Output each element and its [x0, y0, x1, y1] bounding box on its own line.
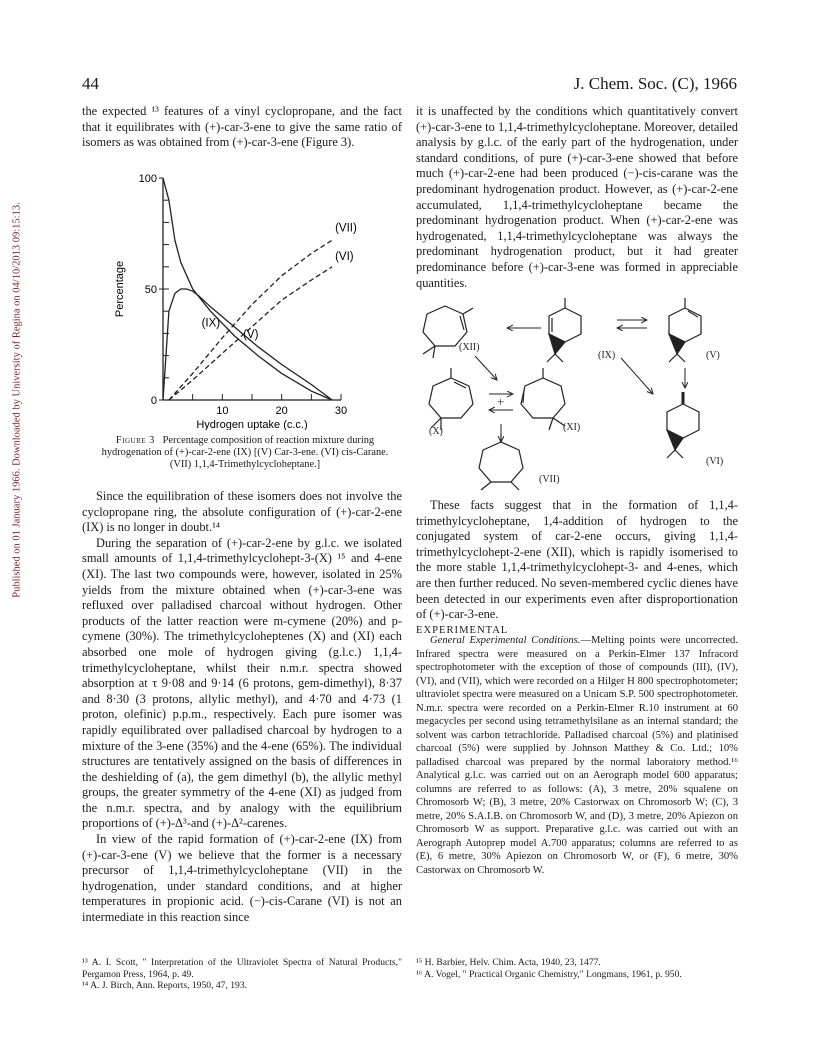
reaction-scheme [415, 296, 745, 492]
label-xi: (XI) [563, 422, 581, 433]
label-x: (X) [429, 426, 443, 437]
download-notice-text: Published on 01 January 1966. Downloaded by University of Regina on 04/10/2013 09:15:13. [11, 202, 23, 598]
general-conditions [416, 634, 738, 877]
general-conditions-paragraph [416, 634, 738, 877]
structure-v [669, 298, 701, 362]
footnote-16: ¹⁶ A. Vogel, " Practical Organic Chemistry," Longmans, 1961, p. 950. [416, 968, 682, 980]
page-number: 44 [82, 74, 99, 93]
right-intro [416, 104, 738, 291]
body-paragraph: In view of the rapid formation of (+)-car-2-ene (IX) from (+)-car-3-ene (V) we believe that the former is a necessary precursor of 1,1,4-trimethylcycloheptane (VII) in the hydrogenation, under standard conditions, and at higher temperatures in propionic acid. (−)-cis-Carane (VI) is not an intermediate in this reaction since [82, 832, 402, 925]
figure-caption [100, 435, 390, 472]
experimental-heading: EXPERIMENTAL [416, 624, 509, 636]
scheme-plus: + [497, 394, 505, 409]
right-paragraph-1: it is unaffected by the conditions which quantitatively convert (+)-car-3-ene to 1,1,4-trimethylcycloheptane. Moreover, detailed analysis by g.l.c. of the early part of the hydrogenation, under standard conditions, of pure (+)-car-3-ene showed that before much (+)-car-2-ene had been produced (−)-cis-carane was the predominant hydrogenation product. However, as (+)-car-2-ene accumulated, 1,1,4-trimethylcycloheptane became the predominant hydrogenation product. When (+)-car-2-ene was hydrogenated, 1,1,4-trimethylcycloheptane was always the predominant hydrogenation product, but it had greater predominance before (+)-car-3-ene was formed in appreciable quantities. [416, 104, 738, 290]
x-tick-label: 10 [216, 405, 229, 417]
general-conditions-text: —Melting points were uncorrected. Infrared spectra were measured on a Perkin-Elmer 137 Infracord spectrophotometer with the exception of those of compounds (III), (IV), (VI), and (VII), which were recorded on a Hilger H 800 spectrophotometer; ultraviolet spectra were measured on a Unicam S.P. 500 spectrophotometer. N.m.r. spectra were recorded on a Perkin-Elmer R.10 instrument at 60 megacycles per second using tetramethylsilane as an internal standard; the solvent was carbon tetrachloride. Palladised charcoal (5%) and platinised charcoal (5%) were supplied by Johnson Matthey & Co. Ltd.; 10% palladised charcoal was prepared by the normal laboratory method.¹⁶ Analytical g.l.c. was carried out on an Aerograph model 600 apparatus; columns are referred to as follows: (A), 3 metre, 20% squalene on Chromosorb W; (B), 3 metre, 20% Castorwax on Chromosorb W; (C), 3 metre, 20% S.A.I.B. on Chromosorb W, and (D), 3 metre, 20% Apiezon on Chromosorb W as support. Preparative g.l.c. was carried out with an Aerograph Autoprep model A.700 apparatus; columns are referred to as (E), 6 metre, 30% Apiezon on Chromosorb W, or (F), 6 metre, 30% Castorwax on Chromosorb W. [416, 635, 738, 876]
left-footnotes [82, 957, 402, 992]
structure-xi [521, 368, 565, 430]
label-xii: (XII) [459, 342, 480, 353]
x-tick-label: 20 [275, 405, 288, 417]
body-paragraph: During the separation of (+)-car-2-ene by g.l.c. we isolated small amounts of 1,1,4-trimethylcyclohept-3-(X) ¹⁵ and 4-ene (XI). The last two compounds were, however, isolated in 25% yields from the mixture obtained when (+)-car-3-ene was refluxed over palladised charcoal without hydrogen. Other products of the latter reaction were m-cymene (20%) and p-cymene (30%). The trimethylcycloheptenes (X) and (XI) each absorbed one mole of hydrogen giving (g.l.c.) 1,1,4-trimethylcycloheptane, whilst their n.m.r. spectra showed absorption at τ 9·08 and 9·14 (6 protons, gem-dimethyl), 8·37 and 8·30 (3 protons, allylic methyl), and 4·70 and 4·73 (1 proton, olefinic) p.p.m., respectively. Each pure isomer was rapidly equilibrated over palladised charcoal by hydrogen to a mixture of the 3-ene (35%) and the 4-ene (65%). The individual structures are tentatively assigned on the basis of differences in the deshielding of (a), the gem dimethyl (b), the allylic methyl groups, the greater symmetry of the 4-ene (XI) as judged from the n.m.r. spectra, and by analogy with the equilibrium proportions of (+)-Δ³-and (+)-Δ²-carenes. [82, 535, 402, 831]
footnote-15: ¹⁵ H. Barbier, Helv. Chim. Acta, 1940, 23, 1477. [416, 957, 601, 968]
figure-caption-label: Figure 3 [115, 435, 155, 446]
arrow-xii-to-x [475, 356, 497, 380]
series-label: (VI) [335, 251, 354, 264]
series-label: (IX) [201, 317, 221, 330]
series-label: (V) [243, 328, 259, 341]
label-vi: (VI) [706, 456, 724, 467]
right-body [416, 498, 738, 638]
left-body [82, 489, 402, 926]
download-notice [10, 110, 24, 690]
intro-paragraph: the expected ¹³ features of a vinyl cyclopropane, and the fact that it equilibrates with (+)-car-3-ene to give the same ratio of isomers as was obtained from (+)-car-3-ene (Figure 3). [82, 104, 402, 150]
y-tick-label: 50 [144, 284, 157, 296]
y-tick-label: 0 [150, 395, 157, 407]
footnote-13: ¹³ A. I. Scott, " Interpretation of the Ultraviolet Spectra of Natural Products," Pergamon Press, 1964, p. 49. [82, 957, 402, 980]
general-conditions-heading: General Experimental Conditions. [430, 635, 581, 646]
structure-vi [667, 392, 699, 458]
figure-caption-text: Percentage composition of reaction mixture during hydrogenation of (+)-car-2-ene (IX) [(V) Car-3-ene. (VI) cis-Carane. (VII) 1,1,4-Trimethylcycloheptane.] [101, 435, 389, 471]
x-axis-label: Hydrogen uptake (c.c.) [196, 419, 308, 430]
y-axis-label: Percentage [114, 260, 126, 318]
x-tick-label: 30 [334, 405, 348, 417]
series-line [169, 240, 332, 400]
label-v: (V) [706, 350, 720, 361]
figure-3-chart [85, 168, 385, 430]
journal-header: J. Chem. Soc. (C), 1966 [573, 74, 737, 93]
label-ix: (IX) [598, 350, 616, 361]
chart-series [163, 178, 332, 400]
body-paragraph: Since the equilibration of these isomers does not involve the cyclopropane ring, the absolute configuration of (+)-car-2-ene (IX) is no longer in doubt.¹⁴ [82, 489, 402, 535]
series-label: (VII) [335, 222, 357, 235]
label-vii: (VII) [539, 474, 560, 485]
structure-x [429, 368, 473, 430]
footnote-14: ¹⁴ A. J. Birch, Ann. Reports, 1950, 47, 193. [82, 980, 248, 992]
y-tick-label: 100 [138, 173, 157, 185]
structure-ix [547, 298, 581, 362]
right-footnotes [416, 957, 738, 980]
right-paragraph-2: These facts suggest that in the formation of 1,1,4-trimethylcycloheptane, 1,4-addition of hydrogen to the conjugated system of car-2-ene occurs, giving 1,1,4-trimethylcyclohept-2-ene (XII), which is rapidly isomerised to the more stable 1,1,4-trimethylcyclohept-3- and 4-enes, which are then further reduced. No seven-membered cyclic dienes have been detected in our experiments even after disproportionation of (+)-car-3-ene. [416, 498, 738, 622]
structure-vii [479, 434, 523, 490]
arrow-ix-to-vi [621, 358, 653, 394]
left-intro [82, 104, 402, 151]
